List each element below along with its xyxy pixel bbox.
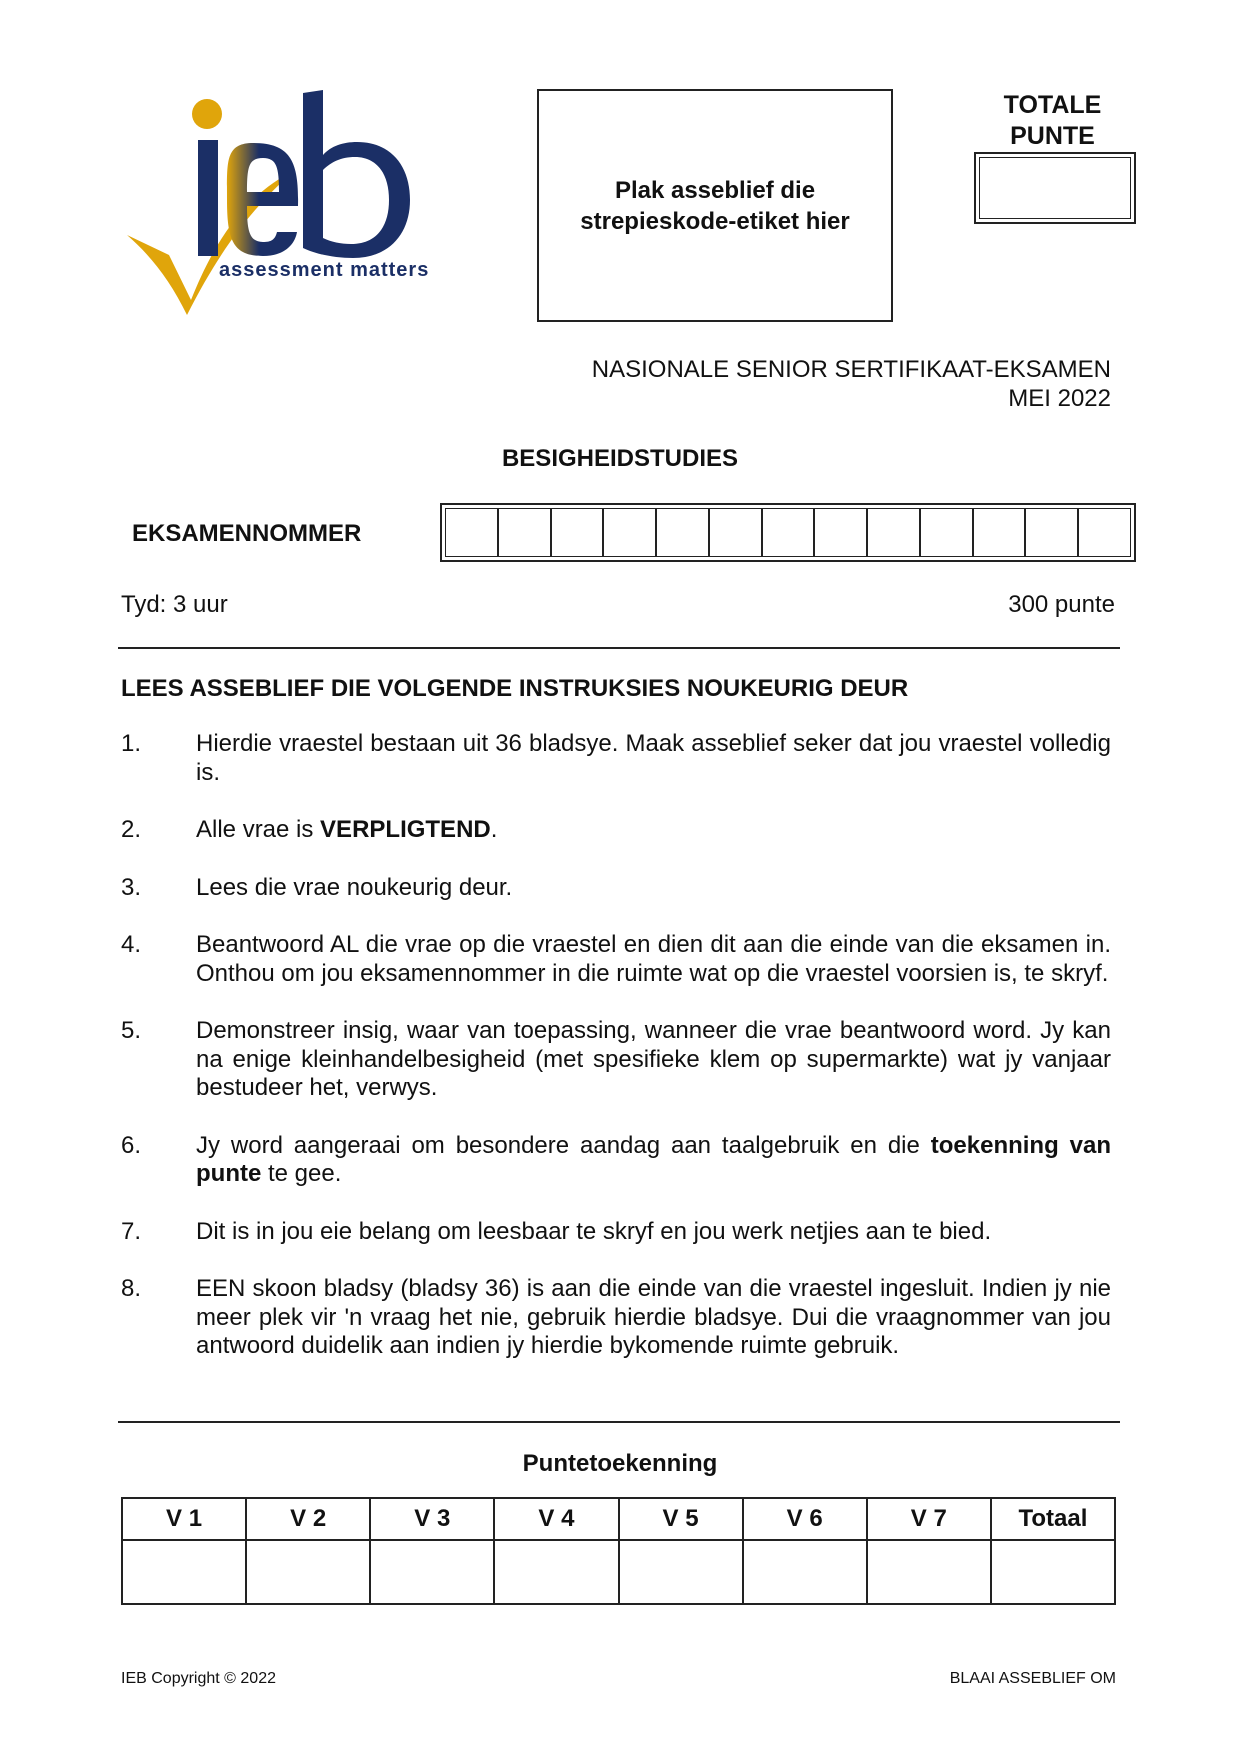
mark-column-header: V 6 — [743, 1498, 867, 1540]
instruction-emphasis: VERPLIGTEND — [320, 816, 491, 843]
mark-entry-cell[interactable] — [246, 1540, 370, 1604]
exam-number-boxes — [440, 503, 1136, 562]
exam-number-digit-box[interactable] — [656, 508, 709, 557]
instruction-text — [196, 874, 1111, 903]
mark-allocation-header-row — [122, 1498, 1115, 1540]
divider-bottom — [118, 1421, 1120, 1423]
logo-b — [303, 90, 410, 258]
logo-i-stem — [198, 140, 218, 256]
instruction-text — [196, 1132, 1111, 1189]
instruction-number: 8. — [121, 1275, 142, 1302]
mark-column-header: V 2 — [246, 1498, 370, 1540]
mark-column-header: V 4 — [494, 1498, 618, 1540]
instructions-heading: LEES ASSEBLIEF DIE VOLGENDE INSTRUKSIES NOUKEURIG DEUR — [121, 675, 909, 702]
instruction-number: 1. — [121, 730, 142, 757]
instruction-text-part: Hierdie vraestel bestaan uit 36 bladsye. Maak asseblief seker dat jou vraestel volledig is. — [196, 730, 1111, 786]
instruction-number: 5. — [121, 1017, 142, 1044]
logo-e — [227, 143, 298, 256]
exam-date: MEI 2022 — [1008, 385, 1111, 412]
instruction-item — [121, 1017, 1111, 1103]
total-marks-text: 300 punte — [1008, 591, 1115, 618]
exam-title — [592, 355, 1111, 413]
exam-number-digit-box[interactable] — [551, 508, 604, 557]
instruction-item — [121, 816, 1111, 845]
instruction-text — [196, 1017, 1111, 1103]
instruction-item — [121, 1132, 1111, 1189]
exam-number-digit-box[interactable] — [498, 508, 551, 557]
mark-column-header: V 3 — [370, 1498, 494, 1540]
ieb-logo — [125, 90, 475, 320]
instruction-number: 3. — [121, 873, 142, 901]
mark-allocation-table — [121, 1497, 1116, 1605]
instruction-emphasis: toekenning van punte — [196, 1131, 1112, 1187]
time-allowed: Tyd: 3 uur — [121, 591, 228, 618]
mark-column-header: V 5 — [619, 1498, 743, 1540]
mark-column-header: Totaal — [991, 1498, 1115, 1540]
exam-number-digit-box[interactable] — [973, 508, 1026, 557]
instruction-text — [196, 931, 1111, 988]
ieb-logo-graphic — [125, 90, 475, 320]
subject-title: BESIGHEIDSTUDIES — [501, 445, 739, 472]
exam-title-line1: NASIONALE SENIOR SERTIFIKAAT-EKSAMEN — [591, 356, 1111, 383]
footer-turn-over: BLAAI ASSEBLIEF OM — [949, 1670, 1116, 1687]
mark-allocation-title: Puntetoekenning — [522, 1450, 718, 1477]
instruction-text — [196, 1275, 1111, 1361]
mark-entry-cell[interactable] — [867, 1540, 991, 1604]
mark-column-header: V 7 — [867, 1498, 991, 1540]
instruction-text-part: Beantwoord AL die vrae op die vraestel en dien dit aan die einde van die eksamen in. Onthou om jou eksamennommer in die ruimte wat op die vraestel voorsien is, te skryf. — [196, 931, 1111, 987]
instruction-text — [196, 730, 1111, 787]
instruction-text-part: Alle vrae is — [196, 816, 321, 843]
instruction-text — [196, 816, 1111, 845]
instruction-item — [121, 730, 1111, 787]
instruction-text-part: Lees die vrae noukeurig deur. — [196, 873, 513, 901]
instruction-number: 7. — [121, 1217, 142, 1245]
mark-entry-cell[interactable] — [743, 1540, 867, 1604]
exam-number-digit-box[interactable] — [603, 508, 656, 557]
mark-column-header: V 1 — [122, 1498, 246, 1540]
barcode-instruction: Plak asseblief die strepieskode-etiket hier — [580, 176, 850, 235]
instruction-number: 4. — [121, 931, 142, 958]
total-marks-box[interactable] — [974, 152, 1136, 224]
instruction-text-part: Jy word aangeraai om besondere aandag aan taalgebruik en die — [196, 1131, 931, 1159]
footer-copyright: IEB Copyright © 2022 — [121, 1670, 276, 1687]
barcode-label-box — [537, 89, 893, 322]
divider-top — [118, 647, 1120, 649]
exam-number-digit-box[interactable] — [1078, 508, 1131, 557]
instruction-number: 2. — [121, 816, 142, 843]
exam-number-digit-box[interactable] — [445, 508, 498, 557]
logo-tagline: assessment matters — [219, 259, 430, 281]
exam-number-digit-box[interactable] — [762, 508, 815, 557]
instruction-text-part: Demonstreer insig, waar van toepassing, wanneer die vrae beantwoord word. Jy kan na enige kleinhandelbesigheid (met spesifieke klem op supermarkte) wat jy vanjaar bestudeer het, verwys. — [196, 1017, 1111, 1101]
total-marks-label: TOTALE PUNTE — [1003, 91, 1102, 150]
exam-number-digit-box[interactable] — [1025, 508, 1078, 557]
exam-number-digit-box[interactable] — [709, 508, 762, 557]
instruction-item — [121, 1218, 1111, 1247]
instruction-number: 6. — [121, 1131, 142, 1159]
mark-entry-cell[interactable] — [122, 1540, 246, 1604]
instruction-item — [121, 874, 1111, 903]
instruction-text — [196, 1218, 1111, 1247]
instruction-item — [121, 1275, 1111, 1361]
exam-number-digit-box[interactable] — [920, 508, 973, 557]
mark-entry-cell[interactable] — [494, 1540, 618, 1604]
mark-entry-cell[interactable] — [619, 1540, 743, 1604]
instruction-item — [121, 931, 1111, 988]
instruction-text-part: . — [490, 816, 498, 843]
instruction-text-part: te gee. — [261, 1160, 342, 1187]
instructions-list — [121, 730, 1111, 1390]
instruction-text-part: Dit is in jou eie belang om leesbaar te skryf en jou werk netjies aan te bied. — [196, 1217, 992, 1245]
instruction-text-part: EEN skoon bladsy (bladsy 36) is aan die einde van die vraestel ingesluit. Indien jy nie meer plek vir 'n vraag het nie, gebruik hierdie bladsye. Dui die vraagnommer van jou antwoord duidelik aan indien jy hierdie bykomende ruimte gebruik. — [196, 1275, 1111, 1359]
mark-allocation-score-row — [122, 1540, 1115, 1604]
mark-entry-cell[interactable] — [370, 1540, 494, 1604]
exam-number-label: EKSAMENNOMMER — [132, 520, 362, 547]
exam-number-digit-box[interactable] — [814, 508, 867, 557]
mark-entry-cell[interactable] — [991, 1540, 1115, 1604]
exam-number-digit-box[interactable] — [867, 508, 920, 557]
logo-i-dot — [192, 99, 222, 129]
